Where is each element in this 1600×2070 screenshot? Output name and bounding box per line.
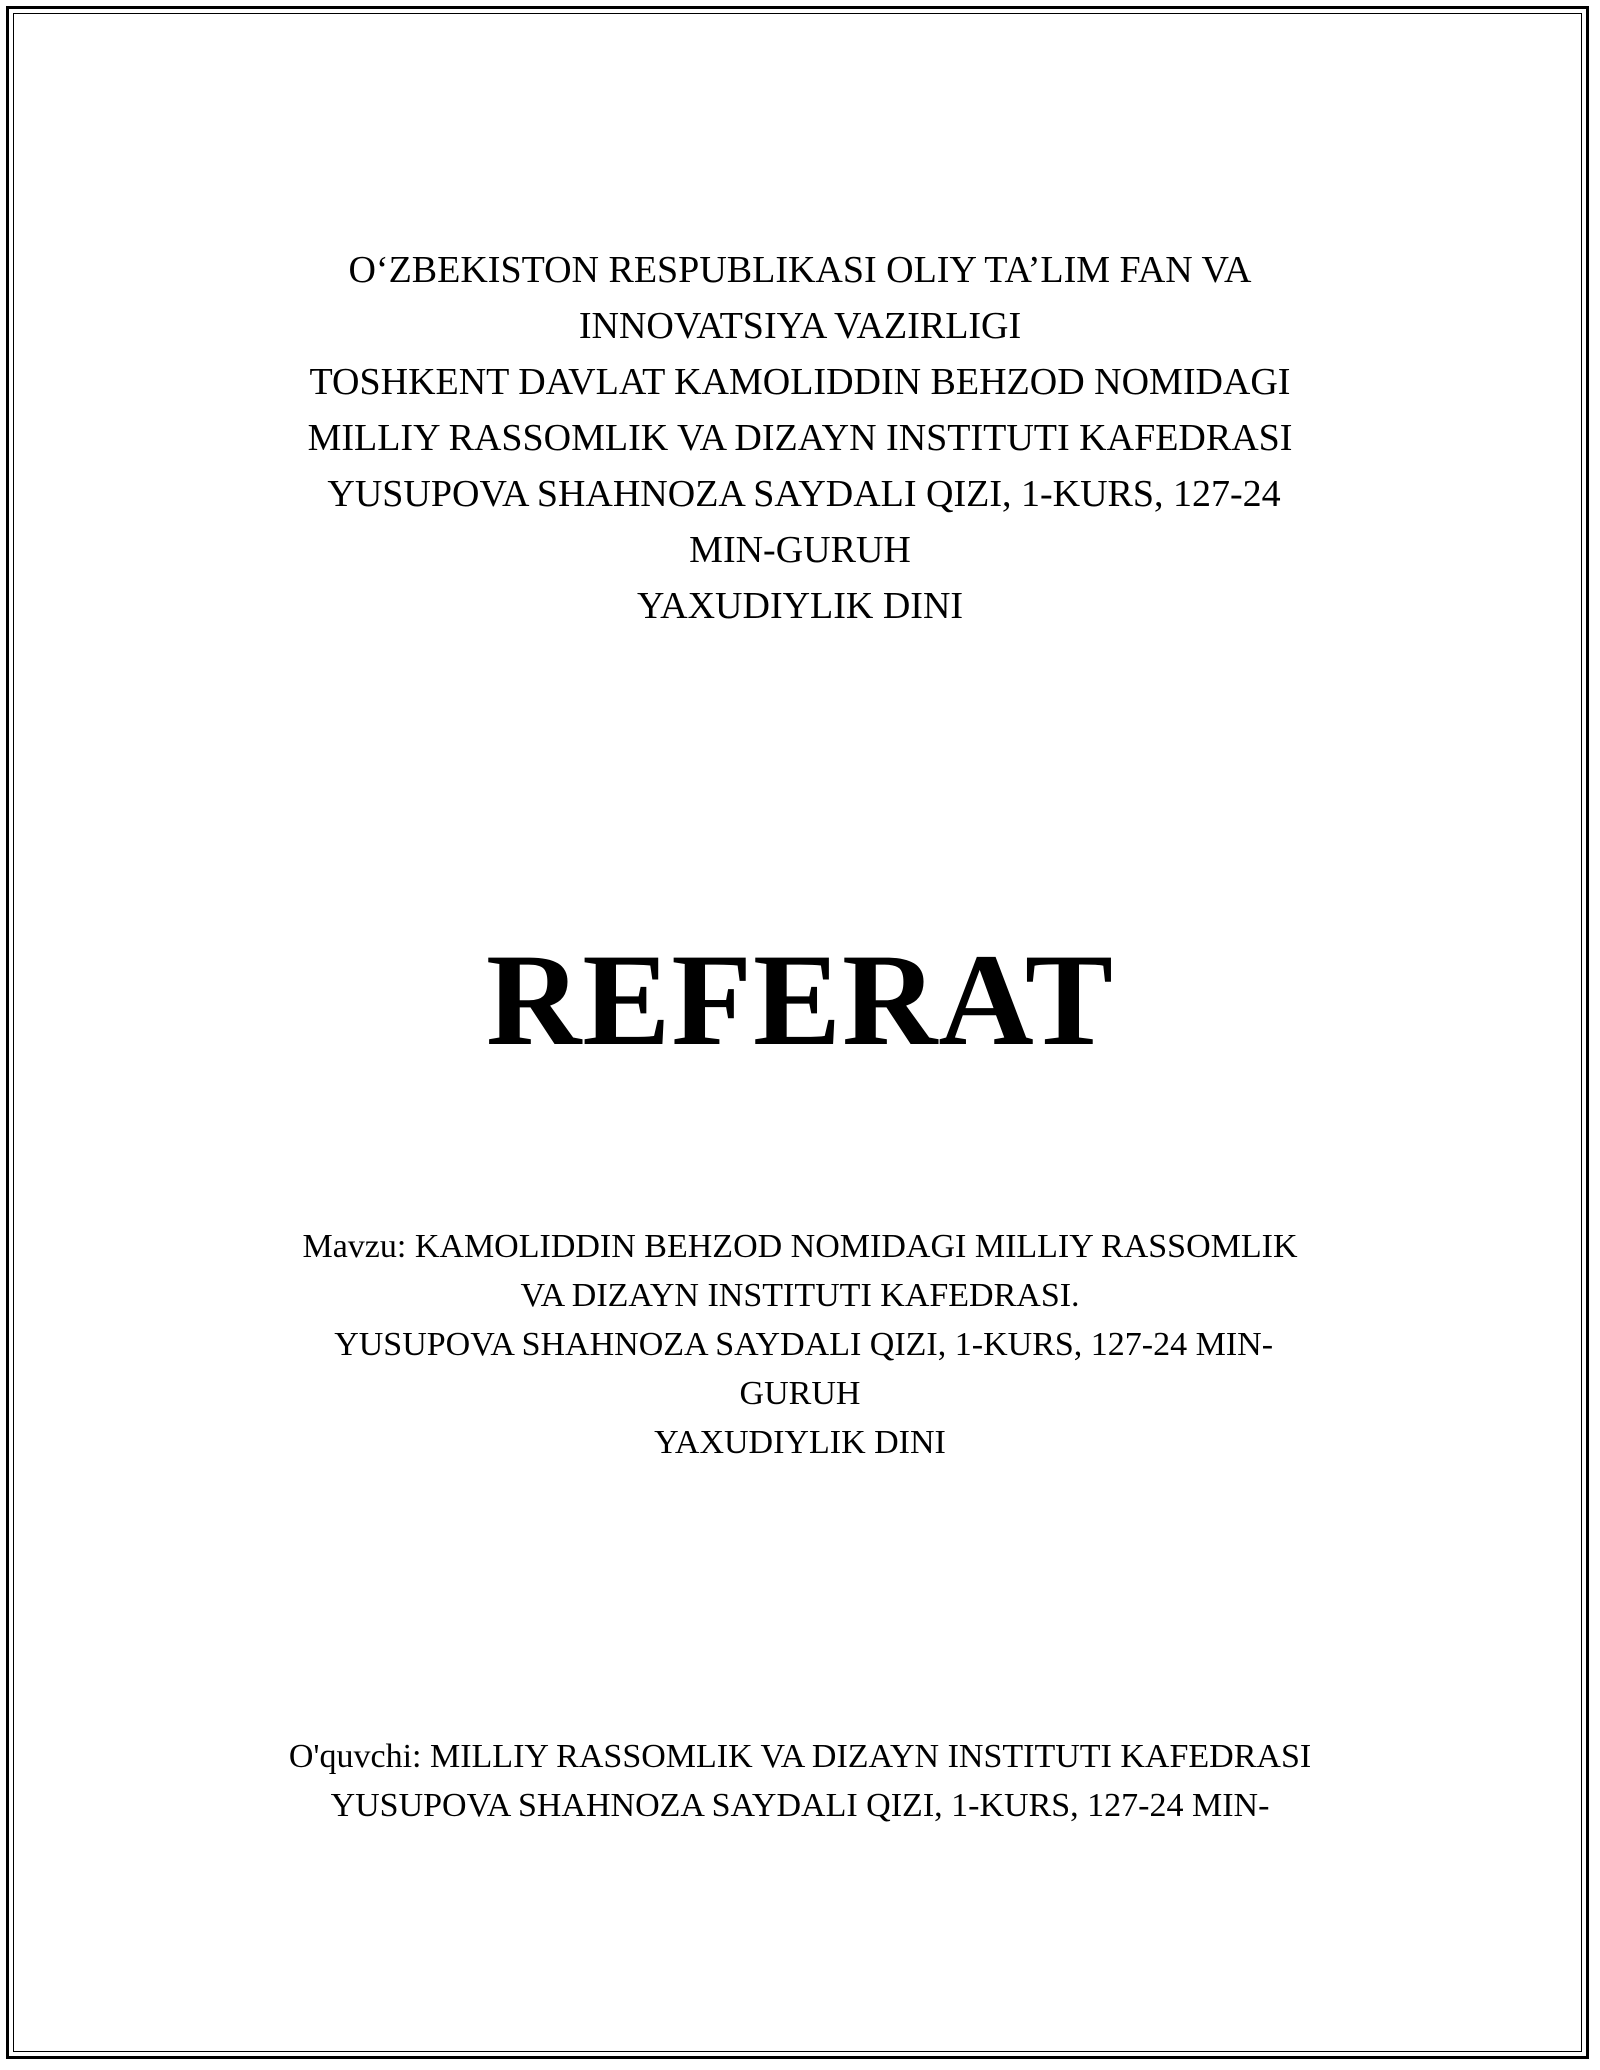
institution-header [0,242,1600,634]
header-line-5: YUSUPOVA SHAHNOZA SAYDALI QIZI, 1-KURS, 127-24 [319,473,1281,515]
header-line-3: TOSHKENT DAVLAT KAMOLIDDIN BEHZOD NOMIDAGI [309,361,1291,403]
topic-section [0,1222,1600,1467]
student-line-1: O'quvchi: MILLIY RASSOMLIK VA DIZAYN INSTITUTI KAFEDRASI [288,1738,1312,1775]
header-line-4: MILLIY RASSOMLIK VA DIZAYN INSTITUTI KAFEDRASI [307,417,1293,459]
topic-line-1: Mavzu: KAMOLIDDIN BEHZOD NOMIDAGI MILLIY RASSOMLIK [302,1228,1298,1265]
title-text: REFERAT [486,926,1114,1073]
header-line-1: O‘ZBEKISTON RESPUBLIKASI OLIY TA’LIM FAN VA [348,249,1252,291]
topic-line-4: GURUH [739,1375,861,1412]
header-line-2: INNOVATSIYA VAZIRLIGI [578,305,1022,347]
topic-line-2: VA DIZAYN INSTITUTI KAFEDRASI. [520,1277,1080,1314]
header-line-6: MIN-GURUH [689,529,911,571]
header-line-7: YAXUDIYLIK DINI [636,585,964,627]
topic-line-3: YUSUPOVA SHAHNOZA SAYDALI QIZI, 1-KURS, 127-24 MIN- [326,1326,1274,1363]
student-section [0,1732,1600,1830]
topic-line-5: YAXUDIYLIK DINI [654,1424,946,1461]
document-title [0,925,1600,1075]
student-line-2: YUSUPOVA SHAHNOZA SAYDALI QIZI, 1-KURS, 127-24 MIN- [330,1787,1270,1824]
